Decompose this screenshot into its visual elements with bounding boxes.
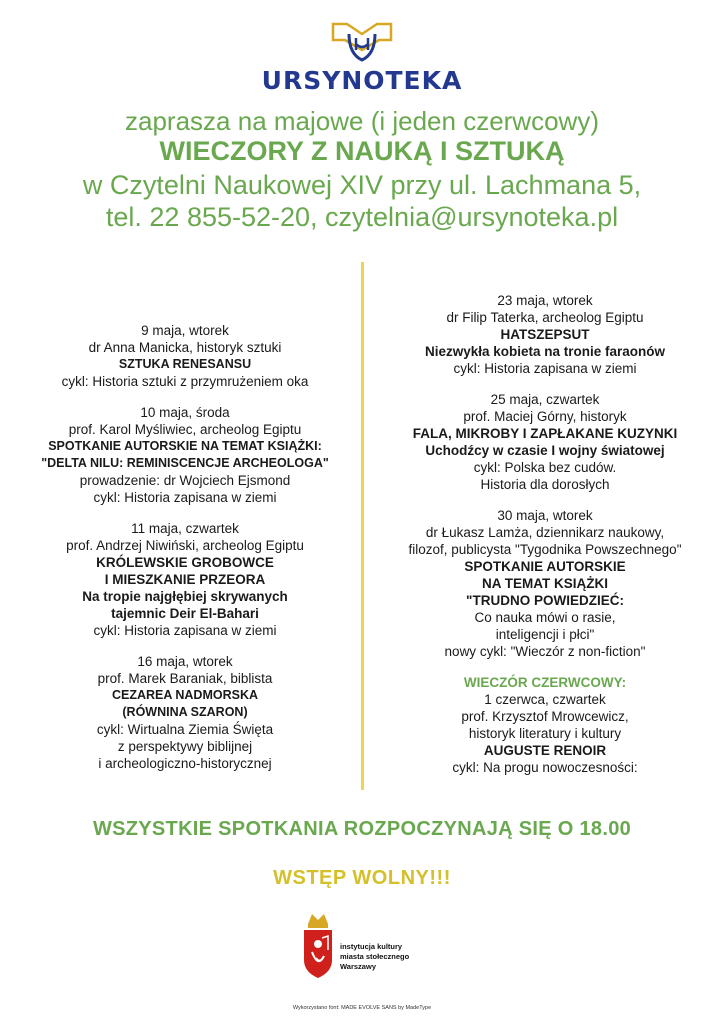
event-speaker: dr Łukasz Lamża, dziennikarz naukowy,	[425, 525, 665, 540]
institution-line: Warszawy	[340, 962, 376, 971]
june-evening-label: WIECZÓR CZERWCOWY:	[463, 675, 627, 690]
event-speaker: prof. Karol Myśliwiec, archeolog Egiptu	[68, 422, 302, 437]
event-speaker: prof. Andrzej Niwiński, archeolog Egiptu	[66, 538, 304, 553]
event-speaker: dr Filip Taterka, archeolog Egiptu	[446, 310, 644, 325]
event-title: KRÓLEWSKIE GROBOWCE	[96, 555, 274, 570]
institution-line: miasta stołecznego	[340, 952, 410, 961]
free-entry-note: WSTĘP WOLNY!!!	[273, 867, 451, 889]
event-series: cykl: Polska bez cudów.	[473, 460, 617, 475]
header-contact: tel. 22 855-52-20, czytelnia@ursynoteka.pl	[105, 202, 619, 232]
event-date: 25 maja, czwartek	[490, 392, 600, 407]
event-date: 1 czerwca, czwartek	[484, 692, 606, 707]
event	[20, 404, 350, 506]
event-title: CEZAREA NADMORSKA	[111, 688, 259, 702]
event-subtitle: tajemnic Deir El-Bahari	[111, 606, 259, 621]
event	[375, 292, 715, 377]
event-series: cykl: Historia zapisana w ziemi	[93, 623, 277, 638]
event-date: 11 maja, czwartek	[131, 521, 239, 536]
event	[20, 653, 350, 772]
event-title: AUGUSTE RENOIR	[483, 743, 607, 758]
event	[20, 520, 350, 639]
event-subtitle: Co nauka mówi o rasie,	[474, 610, 616, 625]
header-line-1: zaprasza na majowe (i jeden czerwcowy)	[125, 106, 599, 136]
event-subtitle: Uchodźcy w czasie I wojny światowej	[425, 443, 665, 458]
event-series: nowy cykl: "Wieczór z non-fiction"	[444, 644, 646, 659]
event	[375, 507, 715, 660]
event-speaker: filozof, publicysta "Tygodnika Powszechnego"	[408, 542, 682, 557]
event-series: cykl: Historia zapisana w ziemi	[453, 361, 637, 376]
event-series: cykl: Wirtualna Ziemia Święta	[96, 722, 274, 737]
event-subtitle: inteligencji i płci"	[495, 627, 595, 642]
ursynoteka-logo	[0, 18, 724, 95]
ursynoteka-logo-icon	[327, 18, 397, 64]
warsaw-crest-icon	[300, 910, 336, 980]
event-title: NA TEMAT KSIĄŻKI	[482, 576, 608, 591]
header-line-3: w Czytelni Naukowej XIV przy ul. Lachmana 5,	[82, 170, 642, 200]
institution-line: instytucja kultury	[340, 942, 403, 951]
event-series: cykl: Historia zapisana w ziemi	[93, 490, 277, 505]
event-title: "DELTA NILU: REMINISCENCJE ARCHEOLOGA"	[41, 456, 329, 470]
event-date: 23 maja, wtorek	[497, 293, 593, 308]
event-date: 9 maja, wtorek	[141, 323, 229, 338]
event-series: cykl: Na progu nowoczesności:	[452, 760, 638, 775]
brand-wordmark: URSYNOTEKA	[261, 66, 463, 95]
event-date: 10 maja, środa	[140, 405, 230, 420]
left-column	[20, 322, 350, 786]
event-series: Historia dla dorosłych	[480, 477, 610, 492]
event-speaker: prof. Maciej Górny, historyk	[463, 409, 627, 424]
event-title: SZTUKA RENESANSU	[118, 357, 252, 371]
right-column	[375, 292, 715, 790]
event	[375, 674, 715, 776]
institution-badge	[300, 910, 440, 990]
event	[375, 391, 715, 493]
event	[20, 322, 350, 390]
event-title: FALA, MIKROBY I ZAPŁAKANE KUZYNKI	[412, 426, 678, 441]
column-divider	[361, 262, 364, 790]
event-date: 16 maja, wtorek	[137, 654, 233, 669]
event-series: z perspektywy biblijnej	[117, 739, 253, 754]
event-speaker: prof. Marek Baraniak, biblista	[97, 671, 273, 686]
event-title: (RÓWNINA SZARON)	[122, 705, 248, 719]
event-title: SPOTKANIE AUTORSKIE NA TEMAT KSIĄŻKI:	[48, 439, 322, 453]
event-speaker: prof. Krzysztof Mrowcewicz,	[461, 709, 629, 724]
event-date: 30 maja, wtorek	[497, 508, 593, 523]
event-speaker: historyk literatury i kultury	[468, 726, 622, 741]
font-credit: Wykorzystano font: MADE EVOLVE SANS by MadeType	[292, 1005, 432, 1011]
event-title: SPOTKANIE AUTORSKIE	[464, 559, 626, 574]
event-title: I MIESZKANIE PRZEORA	[104, 572, 266, 587]
event-series: cykl: Historia sztuki z przymrużeniem oka	[61, 374, 309, 389]
event-subtitle: Na tropie najgłębiej skrywanych	[82, 589, 288, 604]
event-speaker: dr Anna Manicka, historyk sztuki	[88, 340, 282, 355]
event-series: i archeologiczno-historycznej	[98, 756, 272, 771]
event-host: prowadzenie: dr Wojciech Ejsmond	[79, 473, 291, 488]
institution-text	[340, 942, 409, 972]
event-subtitle: Niezwykła kobieta na tronie faraonów	[424, 344, 666, 359]
header-title: WIECZORY Z NAUKĄ I SZTUKĄ	[159, 136, 565, 166]
start-time-note: WSZYSTKIE SPOTKANIA ROZPOCZYNAJĄ SIĘ O 18.00	[92, 818, 632, 840]
event-title: "TRUDNO POWIEDZIEĆ:	[466, 593, 624, 608]
event-title: HATSZEPSUT	[500, 327, 590, 342]
